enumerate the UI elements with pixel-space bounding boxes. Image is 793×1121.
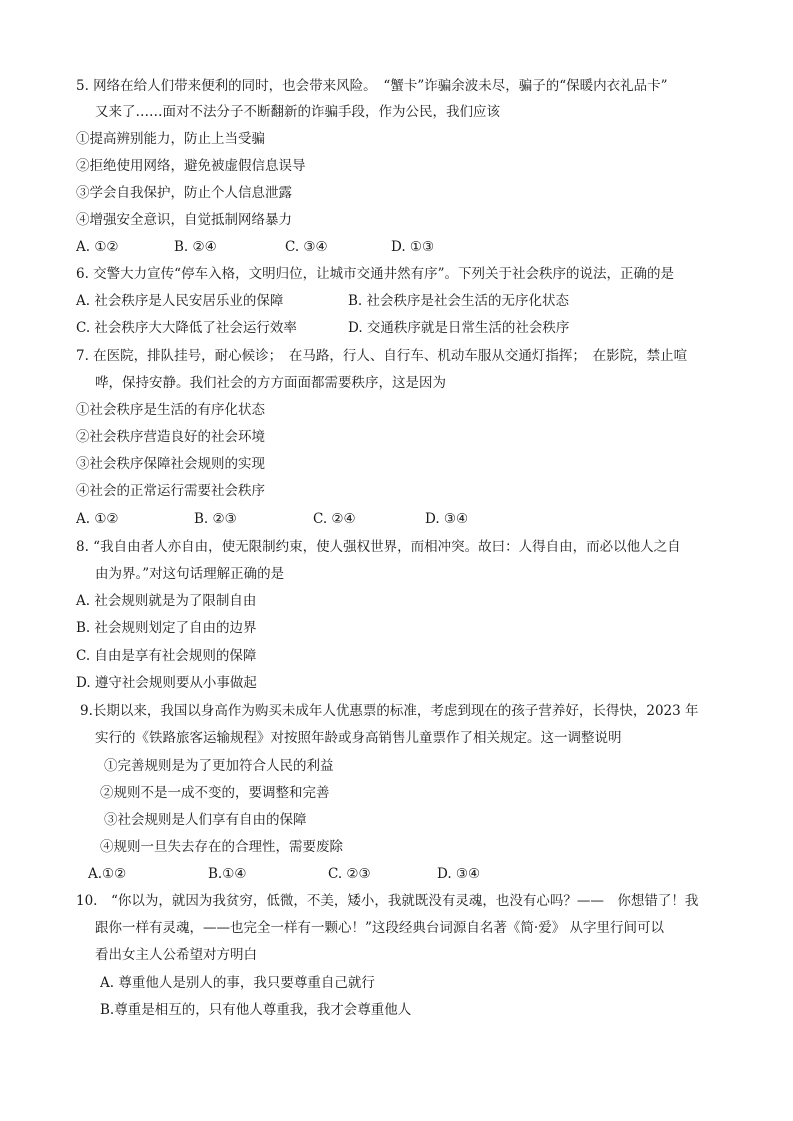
q5-stem-line2: 又来了……面对不法分子不断翻新的诈骗手段，作为公民，我们应该 (95, 104, 500, 120)
q8-option-a: A. 社会规则就是为了限制自由 (76, 593, 257, 609)
q8-option-c: C. 自由是享有社会规则的保障 (76, 648, 257, 664)
q7-option-d: D. ③④ (425, 511, 469, 527)
q7-stem-line2: 哗，保持安静。我们社会的方方面面都需要秩序，这是因为 (95, 375, 446, 391)
q6-option-b: B. 社会秩序是社会生活的无序化状态 (348, 293, 570, 309)
q5-option-c: C. ③④ (285, 239, 328, 255)
q9-item-2: ②规则不是一成不变的，要调整和完善 (100, 785, 330, 801)
q6-option-c: C. 社会秩序大大降低了社会运行效率 (76, 320, 297, 336)
q9-item-1: ①完善规则是为了更加符合人民的利益 (104, 758, 334, 774)
q5-option-d: D. ①③ (391, 239, 435, 255)
q7-item-2: ②社会秩序营造良好的社会环境 (76, 429, 265, 445)
q5-item-4: ④增强安全意识，自觉抵制网络暴力 (76, 212, 292, 228)
q10-stem-line2: 跟你一样有灵魂，——也完全一样有一颗心！”这段经典台词源自名著《简·爱》 从字里行间可以 (95, 920, 664, 936)
q6-option-d: D. 交通秩序就是日常生活的社会秩序 (348, 320, 570, 336)
q8-option-d: D. 遵守社会规则要从小事做起 (76, 675, 257, 691)
q5-item-1: ①提高辨别能力，防止上当受骗 (76, 131, 265, 147)
q6-stem-line1: 6. 交警大力宣传“停车入格，文明归位，让城市交通井然有序”。下列关于社会秩序的说法，正确的是 (76, 266, 674, 282)
q9-option-a: A.①② (88, 866, 127, 882)
q9-option-d: D. ③④ (437, 866, 481, 882)
q10-option-b: B.尊重是相互的，只有他人尊重我，我才会尊重他人 (100, 1002, 412, 1018)
q9-option-b: B.①④ (208, 866, 247, 882)
q8-stem-line2: 由为界。”对这句话理解正确的是 (95, 566, 285, 582)
q9-stem-line1: 9.长期以来，我国以身高作为购买未成年人优惠票的标准，考虑到现在的孩子营养好，长得快，2023 年 (80, 703, 699, 719)
q7-item-3: ③社会秩序保障社会规则的实现 (76, 456, 265, 472)
q9-item-3: ③社会规则是人们享有自由的保障 (104, 812, 307, 828)
q7-option-b: B. ②③ (194, 511, 237, 527)
q5-option-a: A. ①② (76, 239, 119, 255)
q9-stem-line2: 实行的《铁路旅客运输规程》对按照年龄或身高销售儿童票作了相关规定。这一调整说明 (95, 730, 622, 746)
q5-item-3: ③学会自我保护，防止个人信息泄露 (76, 185, 292, 201)
q9-option-c: C. ②③ (328, 866, 371, 882)
q8-stem-line1: 8. “我自由者人亦自由，使无限制约束，使人强权世界，而相冲突。故曰：人得自由，而必以他人之自 (76, 539, 681, 555)
q10-stem-line1: 10. “你以为，就因为我贫穷，低微，不美，矮小，我就既没有灵魂，也没有心吗？—— 你想错了！我 (76, 893, 699, 909)
q7-option-c: C. ②④ (313, 511, 356, 527)
q7-item-4: ④社会的正常运行需要社会秩序 (76, 483, 265, 499)
q8-option-b: B. 社会规则划定了自由的边界 (76, 620, 257, 636)
q9-item-4: ④规则一旦失去存在的合理性，需要废除 (100, 839, 343, 855)
q10-option-a: A. 尊重他人是别人的事，我只要尊重自己就行 (100, 975, 375, 991)
q5-stem-line1: 5. 网络在给人们带来便利的同时，也会带来风险。 “蟹卡”诈骗余波未尽，骗子的“保暖内衣礼品卡” (76, 78, 668, 94)
q6-option-a: A. 社会秩序是人民安居乐业的保障 (76, 293, 284, 309)
q7-option-a: A. ①② (76, 511, 119, 527)
q7-item-1: ①社会秩序是生活的有序化状态 (76, 402, 265, 418)
q7-stem-line1: 7. 在医院，排队挂号，耐心候诊； 在马路，行人、自行车、机动车服从交通灯指挥； 在影院，禁止喧 (76, 348, 688, 364)
q5-item-2: ②拒绝使用网络，避免被虚假信息误导 (76, 158, 306, 174)
q10-stem-line3: 看出女主人公希望对方明白 (95, 947, 257, 963)
q5-option-b: B. ②④ (174, 239, 217, 255)
